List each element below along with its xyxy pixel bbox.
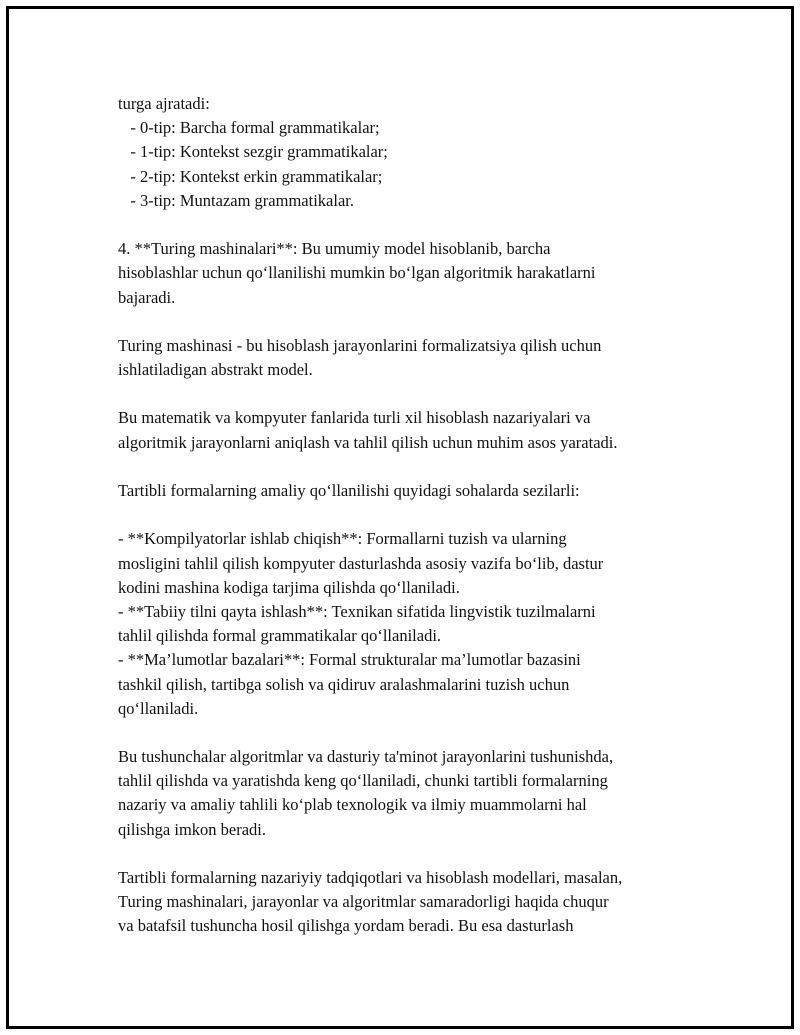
text-line: Turing mashinasi - bu hisoblash jarayonlarini formalizatsiya qilish uchun (118, 335, 602, 355)
text-line: kodini mashina kodiga tarjima qilishda qo‘llaniladi. (118, 577, 460, 597)
text-line: tahlil qilishda formal grammatikalar qo‘llaniladi. (118, 626, 442, 646)
text-line: algoritmik jarayonlarni aniqlash va tahlil qilish uchun muhim asos yaratadi. (118, 432, 618, 452)
text-line: - 1-tip: Kontekst sezgir grammatikalar; (118, 142, 388, 162)
blank-line (118, 503, 718, 527)
text-line: Turing mashinalari, jarayonlar va algoritmlar samaradorligi haqida chuqur (118, 892, 609, 912)
text-line: - **Kompilyatorlar ishlab chiqish**: Formallarni tuzish va ularning (118, 529, 567, 549)
text-line: bajaradi. (118, 287, 176, 307)
blank-line (118, 382, 718, 406)
text-line: qo‘llaniladi. (118, 698, 199, 718)
text-line: va batafsil tushuncha hosil qilishga yordam beradi. Bu esa dasturlash (118, 916, 574, 936)
text-line: tahlil qilishda va yaratishda keng qo‘llaniladi, chunki tartibli formalarning (118, 771, 608, 791)
text-line: - 0-tip: Barcha formal grammatikalar; (118, 118, 380, 138)
text-line: qilishga imkon beradi. (118, 819, 267, 839)
text-line: ishlatiladigan abstrakt model. (118, 360, 313, 380)
text-line: hisoblashlar uchun qo‘llanilishi mumkin bo‘lgan algoritmik harakatlarni (118, 263, 596, 283)
text-line: - 3-tip: Muntazam grammatikalar. (118, 190, 354, 210)
text-line: Bu matematik va kompyuter fanlarida turli xil hisoblash nazariyalari va (118, 408, 591, 428)
text-line: - **Tabiiy tilni qayta ishlash**: Texnikan sifatida lingvistik tuzilmalarni (118, 601, 596, 621)
text-line: mosligini tahlil qilish kompyuter dasturlashda asosiy vazifa bo‘lib, dastur (118, 553, 604, 573)
blank-line (118, 721, 718, 745)
text-line: Tartibli formalarning nazariyiy tadqiqotlari va hisoblash modellari, masalan, (118, 868, 623, 887)
blank-line (118, 842, 718, 866)
document-body (118, 92, 718, 939)
text-line: - 2-tip: Kontekst erkin grammatikalar; (118, 166, 383, 186)
text-line: tashkil qilish, tartibga solish va qidiruv aralashmalarini tuzish uchun (118, 674, 570, 694)
text-line: turga ajratadi: (118, 94, 210, 113)
text-line: 4. **Turing mashinalari**: Bu umumiy model hisoblanib, barcha (118, 239, 551, 259)
text-line: Tartibli formalarning amaliy qo‘llanilishi quyidagi sohalarda sezilarli: (118, 481, 580, 500)
text-line: Bu tushunchalar algoritmlar va dasturiy ta'minot jarayonlarini tushunishda, (118, 747, 614, 767)
text-line: nazariy va amaliy tahlili ko‘plab texnologik va ilmiy muammolarni hal (118, 795, 587, 815)
blank-line (118, 455, 718, 479)
blank-line (118, 310, 718, 334)
blank-line (118, 213, 718, 237)
text-line: - **Ma’lumotlar bazalari**: Formal strukturalar ma’lumotlar bazasini (118, 650, 581, 670)
